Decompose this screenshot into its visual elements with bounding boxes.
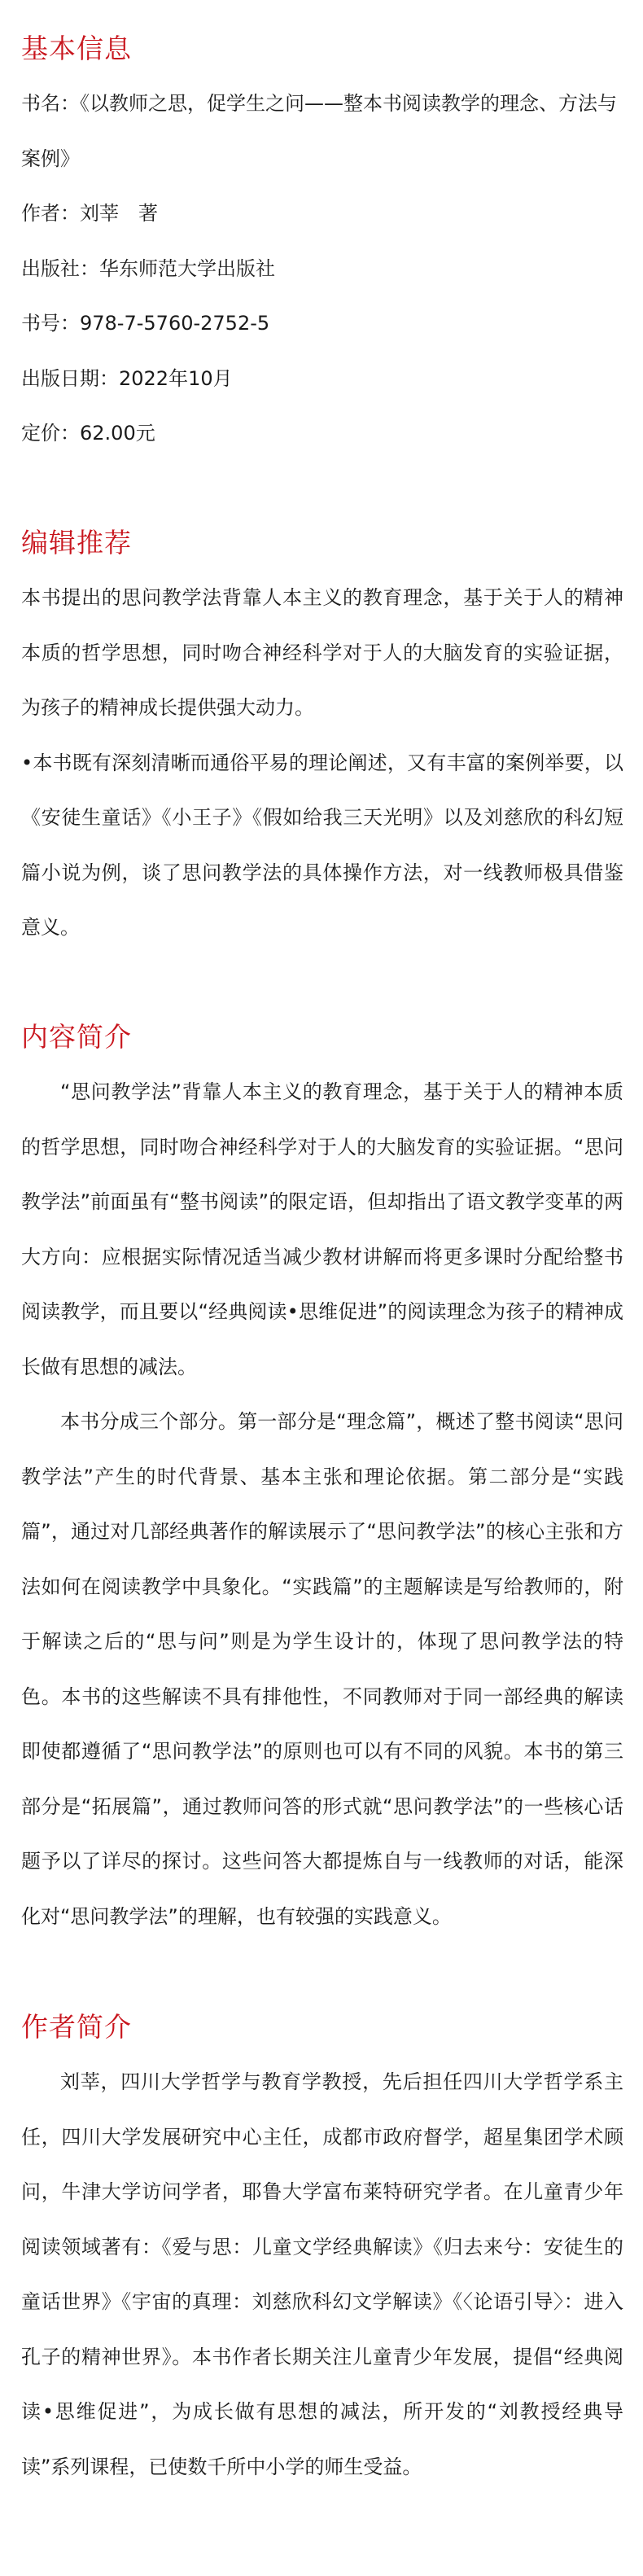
editor-recommend-body bbox=[21, 571, 623, 956]
author-value: 刘莘 著 bbox=[80, 202, 158, 225]
content-intro-heading: 内容简介 bbox=[21, 1021, 132, 1053]
book-title-line bbox=[21, 77, 623, 186]
isbn-line bbox=[21, 296, 623, 352]
editor-recommend-paragraph-1: 本书提出的思问教学法背靠人本主义的教育理念，基于关于人的精神本质的哲学思想，同时吻合神经科学对于人的大脑发育的实验证据，为孩子的精神成长提供强大动力。 bbox=[21, 586, 623, 719]
basic-info-section bbox=[21, 31, 623, 462]
price-label: 定价： bbox=[21, 422, 80, 445]
publisher-value: 华东师范大学出版社 bbox=[99, 256, 275, 280]
content-intro-paragraph-2: 本书分成三个部分。第一部分是“理念篇”，概述了整书阅读“思问教学法”产生的时代背景、基本主张和理论依据。第二部分是“实践篇”，通过对几部经典著作的解读展示了“思问教学法”的核心主张和方法如何在阅读教学中具象化。“实践篇”的主题解读是写给教师的，附于解读之后的“思与问”则是为学生设计的，体现了思问教学法的特色。本书的这些解读不具有排他性，不同教师对于同一部经典的解读即使都遵循了“思问教学法”的原则也可以有不同的风貌。本书的第三部分是“拓展篇”，通过教师问答的形式就“思问教学法”的一些核心话题予以了详尽的探讨。这些问答大都提炼自与一线教师的对话，能深化对“思问教学法”的理解，也有较强的实践意义。 bbox=[21, 1410, 623, 1928]
pub-date-line bbox=[21, 352, 623, 407]
publisher-line bbox=[21, 242, 623, 297]
isbn-label: 书号： bbox=[21, 312, 80, 335]
author-label: 作者： bbox=[21, 202, 80, 225]
author-intro-heading: 作者简介 bbox=[21, 2011, 132, 2043]
basic-info-list bbox=[21, 77, 623, 462]
editor-recommend-heading: 编辑推荐 bbox=[21, 527, 132, 559]
book-title-label: 书名： bbox=[21, 92, 80, 115]
editor-recommend-section bbox=[21, 525, 623, 956]
isbn-value: 978-7-5760-2752-5 bbox=[80, 312, 270, 335]
author-line bbox=[21, 186, 623, 242]
author-intro-body bbox=[21, 2055, 623, 2495]
content-intro-body bbox=[21, 1065, 623, 1944]
basic-info-heading: 基本信息 bbox=[21, 33, 132, 64]
content-intro-paragraph-1: “思问教学法”背靠人本主义的教育理念，基于关于人的精神本质的哲学思想，同时吻合神经科学对于人的大脑发育的实验证据。“思问教学法”前面虽有“整书阅读”的限定语，但却指出了语文教学变革的两大方向：应根据实际情况适当减少教材讲解而将更多课时分配给整书阅读教学，而且要以“经典阅读•思维促进”的阅读理念为孩子的精神成长做有思想的减法。 bbox=[21, 1080, 623, 1378]
author-intro-paragraph-1: 刘莘，四川大学哲学与教育学教授，先后担任四川大学哲学系主任，四川大学发展研究中心主任，成都市政府督学，超星集团学术顾问，牛津大学访问学者，耶鲁大学富布莱特研究学者。在儿童青少年阅读领域著有：《爱与思：儿童文学经典解读》《归去来兮：安徒生的童话世界》《宇宙的真理：刘慈欣科幻文学解读》《〈论语引导〉：进入孔子的精神世界》。本书作者长期关注儿童青少年发展，提倡“经典阅读•思维促进”，为成长做有思想的减法，所开发的“刘教授经典导读”系列课程，已使数千所中小学的师生受益。 bbox=[21, 2070, 623, 2478]
book-title-value: 《以教师之思，促学生之问——整本书阅读教学的理念、方法与案例》 bbox=[21, 92, 617, 170]
price-line bbox=[21, 406, 623, 462]
pub-date-value: 2022年10月 bbox=[119, 366, 233, 390]
content-intro-section bbox=[21, 1019, 623, 1944]
editor-recommend-paragraph-2: •本书既有深刻清晰而通俗平易的理论阐述，又有丰富的案例举要，以《安徒生童话》《小王子》《假如给我三天光明》以及刘慈欣的科幻短篇小说为例，谈了思问教学法的具体操作方法，对一线教师极具借鉴意义。 bbox=[21, 751, 623, 939]
pub-date-label: 出版日期： bbox=[21, 366, 119, 390]
publisher-label: 出版社： bbox=[21, 256, 99, 280]
author-intro-section bbox=[21, 2009, 623, 2495]
price-value: 62.00元 bbox=[80, 422, 155, 445]
